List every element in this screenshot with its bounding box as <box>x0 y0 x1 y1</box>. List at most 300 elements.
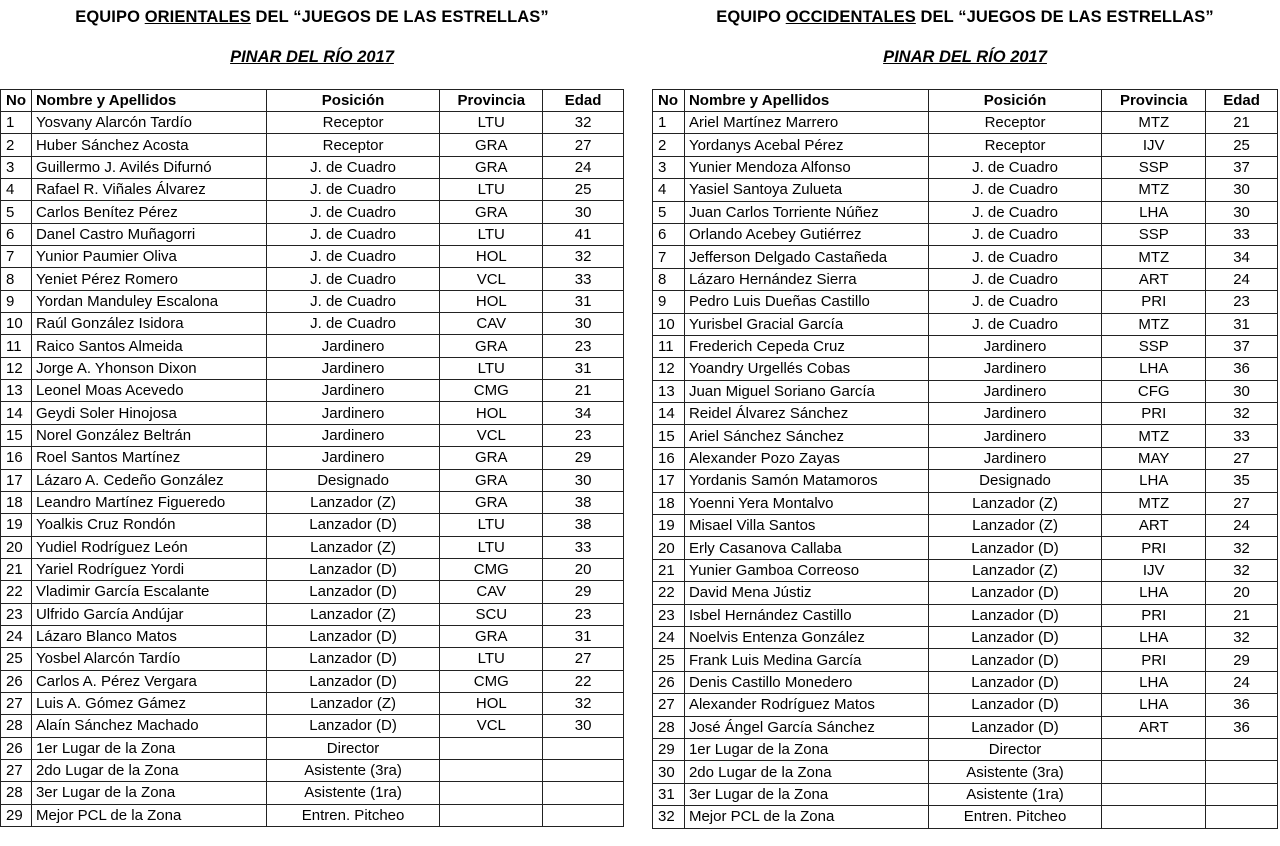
row-number-cell: 23 <box>1 603 32 625</box>
table-row <box>1 156 624 178</box>
table-row <box>653 716 1278 738</box>
row-number-cell: 6 <box>1 223 32 245</box>
province-cell: LTU <box>440 514 543 536</box>
age-cell: 30 <box>1206 201 1278 223</box>
player-name-cell: Lázaro Hernández Sierra <box>684 268 928 290</box>
player-name-cell: Frederich Cepeda Cruz <box>684 335 928 357</box>
position-cell: Jardinero <box>266 335 440 357</box>
player-name-cell: Yeniet Pérez Romero <box>31 268 266 290</box>
table-row <box>653 783 1278 805</box>
position-cell: Jardinero <box>266 424 440 446</box>
table-row <box>653 246 1278 268</box>
position-cell: Receptor <box>266 112 440 134</box>
player-name-cell: Yurisbel Gracial García <box>684 313 928 335</box>
table-row <box>1 246 624 268</box>
row-number-cell: 15 <box>1 424 32 446</box>
position-cell: Lanzador (D) <box>928 604 1102 626</box>
header-player-name: Nombre y Apellidos <box>31 90 266 112</box>
province-cell: GRA <box>440 134 543 156</box>
age-cell: 30 <box>543 201 624 223</box>
age-cell <box>543 759 624 781</box>
position-cell: Jardinero <box>266 380 440 402</box>
age-cell: 21 <box>1206 604 1278 626</box>
table-row <box>1 313 624 335</box>
position-cell: J. de Cuadro <box>266 179 440 201</box>
roster-table <box>0 89 624 827</box>
row-number-cell: 20 <box>1 536 32 558</box>
position-cell: Director <box>928 738 1102 760</box>
row-number-cell: 27 <box>653 694 685 716</box>
position-cell: Lanzador (D) <box>928 582 1102 604</box>
position-cell: Lanzador (D) <box>266 715 440 737</box>
row-number-cell: 19 <box>653 515 685 537</box>
title-suffix: DEL “JUEGOS DE LAS ESTRELLAS” <box>250 8 549 26</box>
province-cell: LHA <box>1102 694 1206 716</box>
row-number-cell: 3 <box>653 156 685 178</box>
province-cell: GRA <box>440 201 543 223</box>
age-cell: 36 <box>1206 694 1278 716</box>
province-cell: VCL <box>440 424 543 446</box>
row-number-cell: 25 <box>1 648 32 670</box>
age-cell: 33 <box>543 268 624 290</box>
age-cell: 31 <box>1206 313 1278 335</box>
province-cell: MTZ <box>1102 492 1206 514</box>
position-cell: Lanzador (D) <box>266 625 440 647</box>
age-cell: 29 <box>1206 649 1278 671</box>
province-cell: HOL <box>440 246 543 268</box>
age-cell: 37 <box>1206 156 1278 178</box>
row-number-cell: 29 <box>653 738 685 760</box>
row-number-cell: 28 <box>1 782 32 804</box>
table-row <box>1 134 624 156</box>
province-cell: ART <box>1102 268 1206 290</box>
table-row <box>653 335 1278 357</box>
age-cell: 31 <box>543 290 624 312</box>
province-cell: LTU <box>440 179 543 201</box>
row-number-cell: 12 <box>653 358 685 380</box>
table-row <box>1 558 624 580</box>
row-number-cell: 21 <box>653 559 685 581</box>
age-cell: 41 <box>543 223 624 245</box>
province-cell: CFG <box>1102 380 1206 402</box>
age-cell: 36 <box>1206 358 1278 380</box>
position-cell: J. de Cuadro <box>266 290 440 312</box>
player-name-cell: Guillermo J. Avilés Difurnó <box>31 156 266 178</box>
age-cell: 36 <box>1206 716 1278 738</box>
position-cell: J. de Cuadro <box>266 246 440 268</box>
province-cell: CMG <box>440 670 543 692</box>
player-name-cell: Noelvis Entenza González <box>684 626 928 648</box>
player-name-cell: Huber Sánchez Acosta <box>31 134 266 156</box>
position-cell: Lanzador (D) <box>928 649 1102 671</box>
row-number-cell: 2 <box>1 134 32 156</box>
age-cell: 29 <box>543 581 624 603</box>
position-cell: Lanzador (Z) <box>266 536 440 558</box>
province-cell: GRA <box>440 335 543 357</box>
table-row <box>1 335 624 357</box>
player-name-cell: Alaín Sánchez Machado <box>31 715 266 737</box>
table-row <box>1 491 624 513</box>
age-cell: 32 <box>1206 626 1278 648</box>
province-cell <box>1102 761 1206 783</box>
table-row <box>1 692 624 714</box>
age-cell: 32 <box>1206 559 1278 581</box>
age-cell: 34 <box>1206 246 1278 268</box>
position-cell: Asistente (3ra) <box>928 761 1102 783</box>
player-name-cell: Alexander Pozo Zayas <box>684 447 928 469</box>
row-number-cell: 22 <box>653 582 685 604</box>
position-cell: J. de Cuadro <box>266 223 440 245</box>
province-cell: ART <box>1102 716 1206 738</box>
header-province: Provincia <box>440 90 543 112</box>
province-cell: GRA <box>440 447 543 469</box>
title-prefix: EQUIPO <box>716 8 786 26</box>
table-row <box>1 715 624 737</box>
position-cell: J. de Cuadro <box>266 313 440 335</box>
player-name-cell: 3er Lugar de la Zona <box>31 782 266 804</box>
age-cell: 31 <box>543 357 624 379</box>
age-cell: 30 <box>1206 380 1278 402</box>
age-cell: 27 <box>1206 447 1278 469</box>
player-name-cell: Yunier Gamboa Correoso <box>684 559 928 581</box>
province-cell: MTZ <box>1102 112 1206 134</box>
province-cell: VCL <box>440 715 543 737</box>
age-cell: 27 <box>1206 492 1278 514</box>
table-row <box>1 380 624 402</box>
position-cell: Jardinero <box>266 357 440 379</box>
position-cell: J. de Cuadro <box>928 201 1102 223</box>
player-name-cell: David Mena Jústiz <box>684 582 928 604</box>
row-number-cell: 10 <box>1 313 32 335</box>
table-row <box>1 737 624 759</box>
province-cell: LTU <box>440 648 543 670</box>
province-cell: MAY <box>1102 447 1206 469</box>
position-cell: Lanzador (Z) <box>928 492 1102 514</box>
player-name-cell: Isbel Hernández Castillo <box>684 604 928 626</box>
row-number-cell: 29 <box>1 804 32 826</box>
row-number-cell: 9 <box>1 290 32 312</box>
province-cell: LHA <box>1102 671 1206 693</box>
player-name-cell: Danel Castro Muñagorri <box>31 223 266 245</box>
table-row <box>1 469 624 491</box>
player-name-cell: 1er Lugar de la Zona <box>31 737 266 759</box>
table-row <box>653 201 1278 223</box>
player-name-cell: Juan Miguel Soriano García <box>684 380 928 402</box>
position-cell: Lanzador (D) <box>266 670 440 692</box>
age-cell: 23 <box>543 424 624 446</box>
age-cell: 30 <box>1206 179 1278 201</box>
row-number-cell: 18 <box>653 492 685 514</box>
position-cell: J. de Cuadro <box>928 291 1102 313</box>
position-cell: Lanzador (D) <box>266 514 440 536</box>
player-name-cell: Yasiel Santoya Zulueta <box>684 179 928 201</box>
age-cell: 38 <box>543 491 624 513</box>
position-cell: Lanzador (Z) <box>928 559 1102 581</box>
province-cell: LTU <box>440 223 543 245</box>
table-row <box>653 559 1278 581</box>
province-cell: CMG <box>440 380 543 402</box>
row-number-cell: 6 <box>653 223 685 245</box>
age-cell: 32 <box>543 246 624 268</box>
table-row <box>653 694 1278 716</box>
age-cell: 30 <box>543 469 624 491</box>
age-cell: 27 <box>543 134 624 156</box>
team-title <box>652 8 1278 27</box>
age-cell: 30 <box>543 313 624 335</box>
row-number-cell: 25 <box>653 649 685 671</box>
team-title <box>0 8 624 27</box>
row-number-cell: 23 <box>653 604 685 626</box>
row-number-cell: 17 <box>1 469 32 491</box>
row-number-cell: 31 <box>653 783 685 805</box>
province-cell: CAV <box>440 313 543 335</box>
province-cell: VCL <box>440 268 543 290</box>
header-age: Edad <box>1206 90 1278 112</box>
table-row <box>1 536 624 558</box>
table-row <box>653 313 1278 335</box>
table-row <box>1 424 624 446</box>
age-cell <box>543 737 624 759</box>
team-name: ORIENTALES <box>144 8 251 26</box>
player-name-cell: Reidel Álvarez Sánchez <box>684 403 928 425</box>
table-row <box>653 671 1278 693</box>
player-name-cell: Ariel Martínez Marrero <box>684 112 928 134</box>
header-row-number: No <box>653 90 685 112</box>
player-name-cell: 1er Lugar de la Zona <box>684 738 928 760</box>
table-row <box>653 649 1278 671</box>
player-name-cell: Leonel Moas Acevedo <box>31 380 266 402</box>
row-number-cell: 30 <box>653 761 685 783</box>
roster-table <box>652 89 1278 829</box>
province-cell: ART <box>1102 515 1206 537</box>
age-cell <box>543 804 624 826</box>
row-number-cell: 8 <box>653 268 685 290</box>
row-number-cell: 26 <box>1 670 32 692</box>
header-row-number: No <box>1 90 32 112</box>
row-number-cell: 9 <box>653 291 685 313</box>
table-row <box>653 112 1278 134</box>
table-row <box>653 537 1278 559</box>
table-row <box>653 134 1278 156</box>
player-name-cell: Lázaro Blanco Matos <box>31 625 266 647</box>
table-row <box>1 514 624 536</box>
position-cell: Asistente (1ra) <box>928 783 1102 805</box>
player-name-cell: Raúl González Isidora <box>31 313 266 335</box>
player-name-cell: Yunior Paumier Oliva <box>31 246 266 268</box>
age-cell: 23 <box>1206 291 1278 313</box>
table-header-row <box>1 90 624 112</box>
province-cell <box>440 782 543 804</box>
row-number-cell: 14 <box>1 402 32 424</box>
table-row <box>653 403 1278 425</box>
table-row <box>653 470 1278 492</box>
province-cell: GRA <box>440 625 543 647</box>
province-cell: LHA <box>1102 201 1206 223</box>
position-cell: Jardinero <box>928 447 1102 469</box>
age-cell <box>1206 738 1278 760</box>
table-row <box>653 380 1278 402</box>
position-cell: Designado <box>928 470 1102 492</box>
row-number-cell: 2 <box>653 134 685 156</box>
province-cell: IJV <box>1102 559 1206 581</box>
province-cell: LHA <box>1102 358 1206 380</box>
player-name-cell: Yosbel Alarcón Tardío <box>31 648 266 670</box>
row-number-cell: 4 <box>653 179 685 201</box>
position-cell: Lanzador (Z) <box>266 491 440 513</box>
table-row <box>1 804 624 826</box>
player-name-cell: Misael Villa Santos <box>684 515 928 537</box>
table-row <box>653 761 1278 783</box>
table-row <box>1 670 624 692</box>
position-cell: Lanzador (D) <box>928 671 1102 693</box>
province-cell: SCU <box>440 603 543 625</box>
province-cell: GRA <box>440 156 543 178</box>
province-cell: LHA <box>1102 582 1206 604</box>
player-name-cell: 3er Lugar de la Zona <box>684 783 928 805</box>
row-number-cell: 28 <box>653 716 685 738</box>
team-name: OCCIDENTALES <box>785 8 916 26</box>
province-cell: LHA <box>1102 626 1206 648</box>
age-cell: 34 <box>543 402 624 424</box>
table-row <box>653 268 1278 290</box>
row-number-cell: 15 <box>653 425 685 447</box>
province-cell: CAV <box>440 581 543 603</box>
row-number-cell: 7 <box>653 246 685 268</box>
province-cell <box>440 737 543 759</box>
player-name-cell: Carlos Benítez Pérez <box>31 201 266 223</box>
province-cell: PRI <box>1102 291 1206 313</box>
table-row <box>653 604 1278 626</box>
age-cell <box>1206 806 1278 828</box>
row-number-cell: 21 <box>1 558 32 580</box>
table-row <box>653 447 1278 469</box>
age-cell: 29 <box>543 447 624 469</box>
province-cell: CMG <box>440 558 543 580</box>
row-number-cell: 24 <box>1 625 32 647</box>
age-cell: 24 <box>543 156 624 178</box>
position-cell: Jardinero <box>928 358 1102 380</box>
age-cell: 25 <box>1206 134 1278 156</box>
position-cell: Jardinero <box>266 402 440 424</box>
position-cell: J. de Cuadro <box>928 268 1102 290</box>
position-cell: Lanzador (D) <box>266 581 440 603</box>
age-cell: 33 <box>1206 425 1278 447</box>
player-name-cell: Lázaro A. Cedeño González <box>31 469 266 491</box>
table-row <box>653 626 1278 648</box>
age-cell: 30 <box>543 715 624 737</box>
table-row <box>653 515 1278 537</box>
age-cell: 24 <box>1206 515 1278 537</box>
province-cell: MTZ <box>1102 425 1206 447</box>
position-cell: J. de Cuadro <box>266 268 440 290</box>
row-number-cell: 18 <box>1 491 32 513</box>
position-cell: Lanzador (D) <box>266 558 440 580</box>
table-row <box>653 223 1278 245</box>
player-name-cell: Orlando Acebey Gutiérrez <box>684 223 928 245</box>
age-cell: 32 <box>1206 403 1278 425</box>
player-name-cell: Leandro Martínez Figueredo <box>31 491 266 513</box>
row-number-cell: 14 <box>653 403 685 425</box>
table-row <box>1 223 624 245</box>
position-cell: Receptor <box>266 134 440 156</box>
province-cell: HOL <box>440 692 543 714</box>
row-number-cell: 8 <box>1 268 32 290</box>
position-cell: Lanzador (D) <box>928 537 1102 559</box>
position-cell: Jardinero <box>928 425 1102 447</box>
province-cell <box>1102 738 1206 760</box>
row-number-cell: 20 <box>653 537 685 559</box>
player-name-cell: Yordan Manduley Escalona <box>31 290 266 312</box>
row-number-cell: 28 <box>1 715 32 737</box>
province-cell: SSP <box>1102 156 1206 178</box>
age-cell: 37 <box>1206 335 1278 357</box>
row-number-cell: 13 <box>1 380 32 402</box>
position-cell: Lanzador (D) <box>928 716 1102 738</box>
player-name-cell: Yunier Mendoza Alfonso <box>684 156 928 178</box>
position-cell: Entren. Pitcheo <box>928 806 1102 828</box>
age-cell: 24 <box>1206 268 1278 290</box>
table-row <box>653 358 1278 380</box>
row-number-cell: 32 <box>653 806 685 828</box>
province-cell: LTU <box>440 536 543 558</box>
row-number-cell: 11 <box>1 335 32 357</box>
player-name-cell: Ulfrido García Andújar <box>31 603 266 625</box>
player-name-cell: Frank Luis Medina García <box>684 649 928 671</box>
age-cell: 23 <box>543 335 624 357</box>
position-cell: Lanzador (D) <box>928 626 1102 648</box>
age-cell <box>1206 783 1278 805</box>
age-cell: 23 <box>543 603 624 625</box>
player-name-cell: Yordanis Samón Matamoros <box>684 470 928 492</box>
age-cell: 20 <box>1206 582 1278 604</box>
row-number-cell: 11 <box>653 335 685 357</box>
table-row <box>653 156 1278 178</box>
position-cell: Lanzador (D) <box>928 694 1102 716</box>
table-row <box>1 625 624 647</box>
player-name-cell: Jefferson Delgado Castañeda <box>684 246 928 268</box>
player-name-cell: Yariel Rodríguez Yordi <box>31 558 266 580</box>
age-cell: 33 <box>1206 223 1278 245</box>
position-cell: J. de Cuadro <box>928 179 1102 201</box>
table-row <box>1 357 624 379</box>
row-number-cell: 1 <box>653 112 685 134</box>
row-number-cell: 5 <box>653 201 685 223</box>
player-name-cell: Mejor PCL de la Zona <box>684 806 928 828</box>
table-row <box>1 290 624 312</box>
province-cell <box>440 759 543 781</box>
position-cell: Director <box>266 737 440 759</box>
age-cell: 21 <box>543 380 624 402</box>
player-name-cell: Luis A. Gómez Gámez <box>31 692 266 714</box>
age-cell: 22 <box>543 670 624 692</box>
row-number-cell: 26 <box>1 737 32 759</box>
province-cell: PRI <box>1102 537 1206 559</box>
header-position: Posición <box>266 90 440 112</box>
player-name-cell: José Ángel García Sánchez <box>684 716 928 738</box>
age-cell: 33 <box>543 536 624 558</box>
position-cell: Asistente (3ra) <box>266 759 440 781</box>
table-row <box>1 782 624 804</box>
age-cell: 25 <box>543 179 624 201</box>
table-row <box>1 179 624 201</box>
province-cell: IJV <box>1102 134 1206 156</box>
table-row <box>1 759 624 781</box>
position-cell: J. de Cuadro <box>266 156 440 178</box>
age-cell: 20 <box>543 558 624 580</box>
header-province: Provincia <box>1102 90 1206 112</box>
position-cell: J. de Cuadro <box>928 246 1102 268</box>
table-row <box>1 112 624 134</box>
